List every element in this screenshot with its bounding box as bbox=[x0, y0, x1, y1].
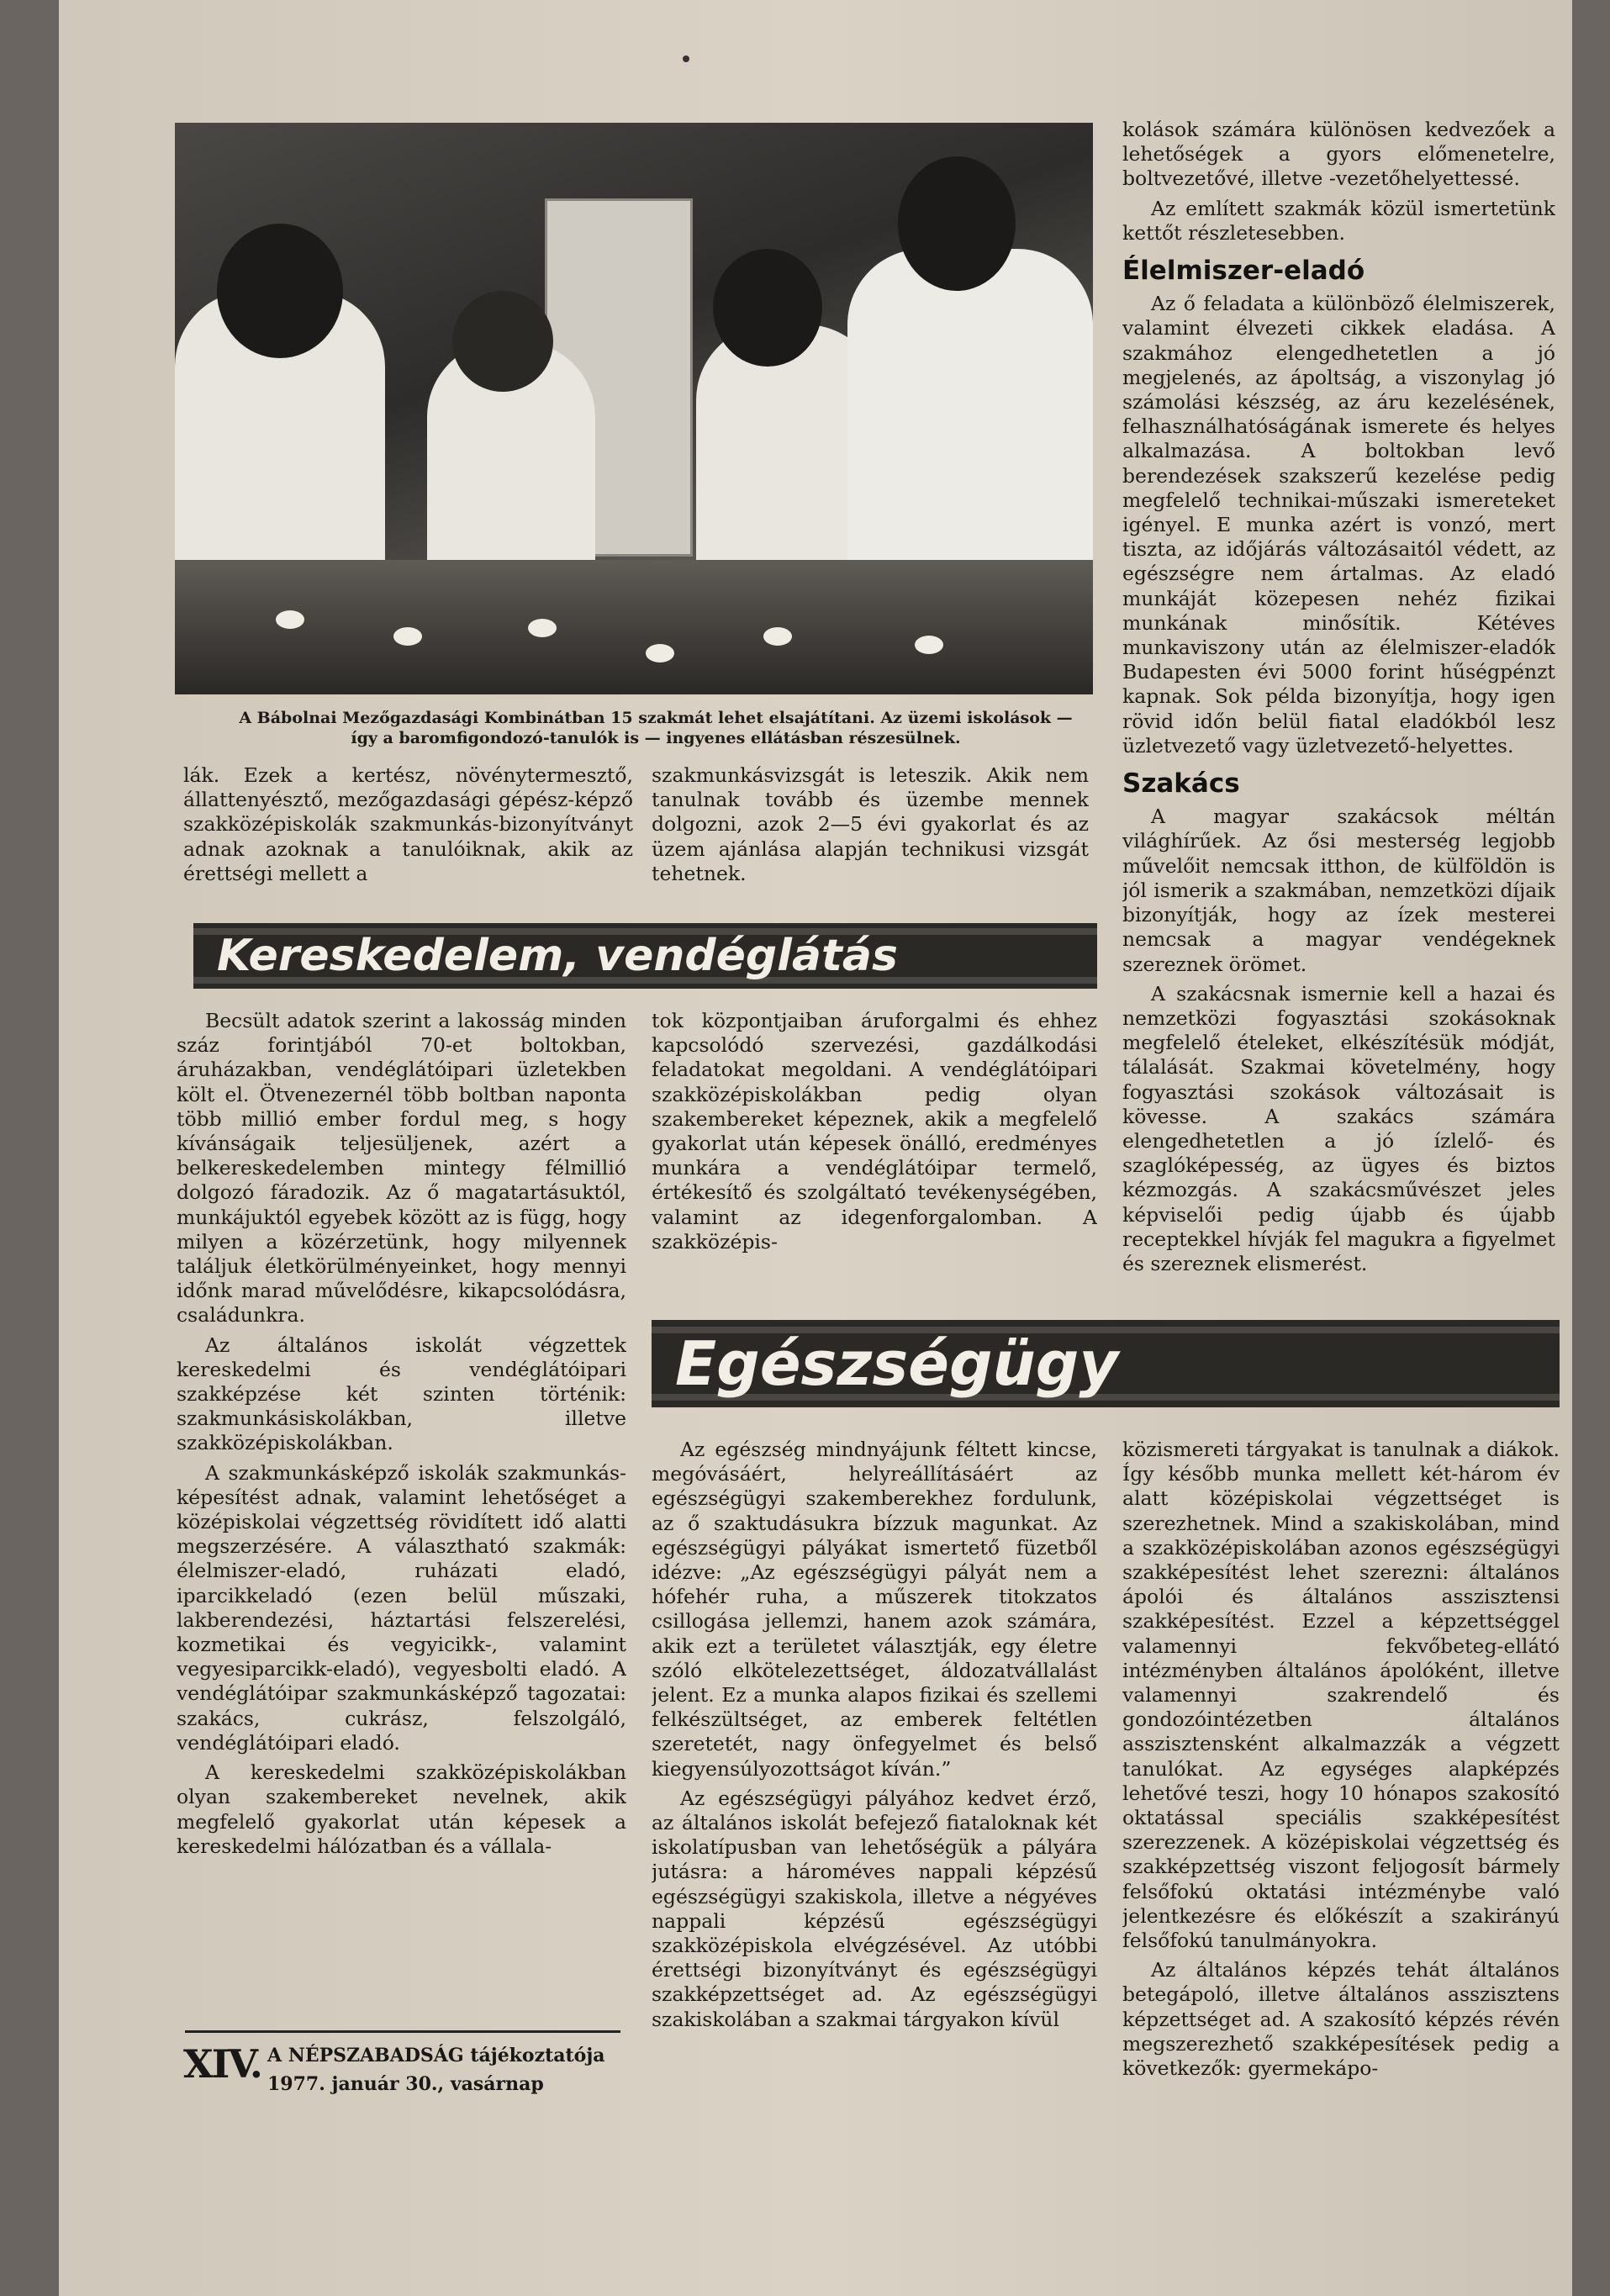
right-column bbox=[1122, 118, 1555, 1295]
egeszsegugy-column-1 bbox=[652, 1438, 1097, 2278]
photo-head-1 bbox=[217, 224, 343, 358]
photo-chick bbox=[763, 627, 792, 646]
paragraph: Becsült adatok szerint a lakosság minden száz forintjából 70-et boltokban, áruházakban, vendéglátóipari üzletekben költ el. Ötvenezernél több boltban naponta több millió ember fordul meg, s hogy kívánságaik teljesüljenek, azért a belkereskedelemben mintegy félmillió dolgozó fáradozik. Az ő magatartásuktól, munkájuktól egyebek között az is függ, hogy milyen a közérzetünk, hogy milyennek találjuk életkörülményeinket, hogy mennyi időnk marad művelődésre, kikapcsolódásra, családunkra. bbox=[177, 1009, 626, 1327]
section-banner-egeszsegugy bbox=[652, 1320, 1560, 1407]
page-number: XIV. bbox=[183, 2041, 261, 2087]
intro-column-2 bbox=[652, 763, 1089, 889]
photo-chick bbox=[276, 610, 304, 629]
photo-caption: A Bábolnai Mezőgazdasági Kombinátban 15 szakmát lehet elsajátítani. Az üzemi iskolások — így a baromfigondozó-tanulók is — ingyenes ellátásban részesülnek. bbox=[239, 709, 1073, 747]
paragraph: A szakmunkásképző iskolák szakmunkás-képesítést adnak, valamint lehetőséget a középiskolai végzettség rövidített idő alatti megszerzésére. A választható szakmák: élelmiszer-eladó, ruházati eladó, iparcikkeladó (ezen belül műszaki, lakberendezési, háztartási felszerelési, kozmetikai és vegyicikk-, valamint vegyesiparcikk-eladó), vegyesbolti eladó. A vendéglátóipar szakmunkásképző tagozatai: szakács, cukrász, felszolgáló, vendéglátóipari eladó. bbox=[177, 1460, 626, 1755]
newspaper-page bbox=[59, 0, 1572, 2296]
section-title: Kereskedelem, vendéglátás bbox=[217, 931, 898, 981]
paragraph: tok központjaiban áruforgalmi és ehhez kapcsolódó szervezési, gazdálkodási feladatokat megoldani. A vendéglátóipari szakközépiskolákban pedig olyan szakembereket képeznek, akik a megfelelő gyakorlat után képesek önálló, eredményes munkára a vendéglátóipar termelő, értékesítő és szolgáltató tevékenységében, valamint az idegenforgalomban. A szakközépis- bbox=[652, 1009, 1097, 1254]
photo-person-4 bbox=[847, 249, 1093, 602]
publication-name: A NÉPSZABADSÁG tájékoztatója bbox=[267, 2045, 605, 2066]
paragraph: A kereskedelmi szakközépiskolákban olyan szakembereket nevelnek, akik megfelelő gyakorlat után képesek a kereskedelmi hálózatban és a vállala- bbox=[177, 1760, 626, 1858]
photo-table bbox=[175, 560, 1093, 694]
subheading-szakacs: Szakács bbox=[1122, 768, 1240, 800]
photo-head-3 bbox=[713, 249, 822, 367]
photo-chick bbox=[528, 619, 557, 637]
footer-rule bbox=[185, 2030, 620, 2033]
photo-chick bbox=[393, 627, 422, 646]
paragraph: Az egészségügyi pályához kedvet érző, az általános iskolát befejező fiataloknak két iskolatípusban van lehetőségük a pályára jutásra: a hároméves nappali képzésű egészségügyi szakiskola, illetve a négyéves nappali képzésű egészségügyi szakközépiskola elvégzésével. Az utóbbi érettségi bizonyítványt és egészségügyi szakképzettséget ad. Az egészségügyi szakiskolában a szakmai tárgyakon kívül bbox=[652, 1786, 1097, 2031]
paragraph: Az általános iskolát végzettek kereskedelmi és vendéglátóipari szakképzése két szinten történik: szakmunkásiskolákban, illetve szakközépiskolákban. bbox=[177, 1333, 626, 1455]
publication-date: 1977. január 30., vasárnap bbox=[267, 2073, 544, 2095]
section-title: Egészségügy bbox=[675, 1328, 1119, 1399]
paragraph: Az egészség mindnyájunk féltett kincse, megóvásáért, helyreállításáért az egészségügyi szakemberekhez fordulunk, az ő szaktudásukra bízzuk magunkat. Az egészségügyi pályákat ismertető füzetből idézve: „Az egészségügyi pályát nem a hófehér ruha, a műszerek titokzatos csillogása jellemzi, hanem azok számára, akik ezt a területet választják, egy életre szóló elkötelezettséget, áldozatvállalást jelent. Ez a munka alapos fizikai és szellemi felkészültséget, az emberek feltétlen szeretetét, nagy önfegyelmet és belső kiegyensúlyozottságot kíván.” bbox=[652, 1438, 1097, 1781]
photo-chick bbox=[915, 636, 943, 654]
photo-chick bbox=[646, 644, 674, 662]
paragraph: lák. Ezek a kertész, növénytermesztő, állattenyésztő, mezőgazdasági gépész-képző szakközépiskolák szakmunkás-bizonyítványt adnak azoknak a tanulóiknak, akik az érettségi mellett a bbox=[183, 763, 633, 885]
paragraph: szakmunkásvizsgát is leteszik. Akik nem tanulnak tovább és üzembe mennek dolgozni, azok 2—5 évi gyakorlat és az üzem ajánlása alapján technikusi vizsgát tehetnek. bbox=[652, 763, 1089, 885]
paragraph: kolások számára különösen kedvezőek a lehetőségek a gyors előmenetelre, boltvezetővé, illetve -vezetőhelyettessé. bbox=[1122, 118, 1555, 191]
paragraph: A magyar szakácsok méltán világhírűek. Az ősi mesterség legjobb művelőit nemcsak itthon, de külföldön is jól ismerik a szakmában, nemzetközi díjaik bizonyítják, hogy az ízek mesterei nemcsak a magyar vendégeknek szereznek örömet. bbox=[1122, 805, 1555, 976]
section-banner-kereskedelem bbox=[193, 923, 1097, 989]
paragraph: Az említett szakmák közül ismertetünk kettőt részletesebben. bbox=[1122, 196, 1555, 245]
paragraph: A szakácsnak ismernie kell a hazai és nemzetközi fogyasztási szokásoknak megfelelő ételeket, elkészítésük módját, tálalását. Szakmai követelmény, hogy fogyasztási szokások változásait is kövesse. A szakács számára elengedhetetlen a jó ízlelő- és szaglóképesség, az ügyes és biztos kézmozgás. A szakácsművészet jeles képviselői pedig újabb és újabb receptekkel hívják fel magukra a figyelmet és szereznek elismerést. bbox=[1122, 981, 1555, 1275]
intro-column-1 bbox=[183, 763, 633, 889]
print-dot bbox=[683, 55, 689, 62]
paragraph: Az ő feladata a különböző élelmiszerek, valamint élvezeti cikkek eladása. A szakmához elengedhetetlen a jó megjelenés, az ápoltság, a viszonylag jó számolási készség, az áru kezelésének, felhasználhatóságának ismerete és helyes alkalmazása. A boltokban levő berendezések szakszerű kezelése pedig megfelelő technikai-műszaki ismereteket igényel. E munka azért is vonzó, mert tiszta, az időjárás változásaitól védett, az egészségre nem ártalmas. Az eladó munkáját közepesen nehéz fizikai munkának minősítik. Kétéves munkaviszony után az élelmiszer-eladók Budapesten évi 5000 forint hűségpénzt kapnak. Sok példa bizonyítja, hogy igen rövid időn belül fiatal eladókból lesz üzletvezető vagy üzletvezető-helyettes. bbox=[1122, 292, 1555, 757]
egeszsegugy-column-2 bbox=[1122, 1438, 1560, 2278]
photo-poultry-trainees bbox=[175, 123, 1093, 694]
kereskedelem-column-1 bbox=[177, 1009, 626, 2018]
photo-head-4 bbox=[898, 156, 1016, 291]
subheading-elelmiszer-elado: Élelmiszer-eladó bbox=[1122, 256, 1365, 287]
photo-head-2 bbox=[452, 291, 553, 392]
kereskedelem-column-2 bbox=[652, 1009, 1097, 1286]
paragraph: közismereti tárgyakat is tanulnak a diákok. Így később munka mellett két-három év alatt középiskolai végzettséget is szerezhetnek. Mind a szakiskolában, mind a szakközépiskolában azonos egészségügyi szakképesítést lehet szerezni: általános ápolói és általános asszisztensi szakképesítést. Ezzel a képzettséggel valamennyi fekvőbeteg-ellátó intézményben általános ápolóként, illetve valamennyi szakrendelő és gondozóintézetben általános asszisztensként alkalmazzák a végzett tanulókat. Az egységes alapképzés lehetővé teszi, hogy 10 hónapos szakosító oktatással speciális szakképesítést szerezzenek. A középiskolai végzettség és szakképzettség viszont feljogosít bármely felsőfokú oktatási intézménybe való jelentkezésre és előkészít a szakirányú felsőfokú tanulmányokra. bbox=[1122, 1438, 1560, 1953]
paragraph: Az általános képzés tehát általános betegápoló, illetve általános asszisztens képzettséget ad. A szakosító képzés révén megszerezhető szakképesítések pedig a következők: gyermekápo- bbox=[1122, 1958, 1560, 2081]
